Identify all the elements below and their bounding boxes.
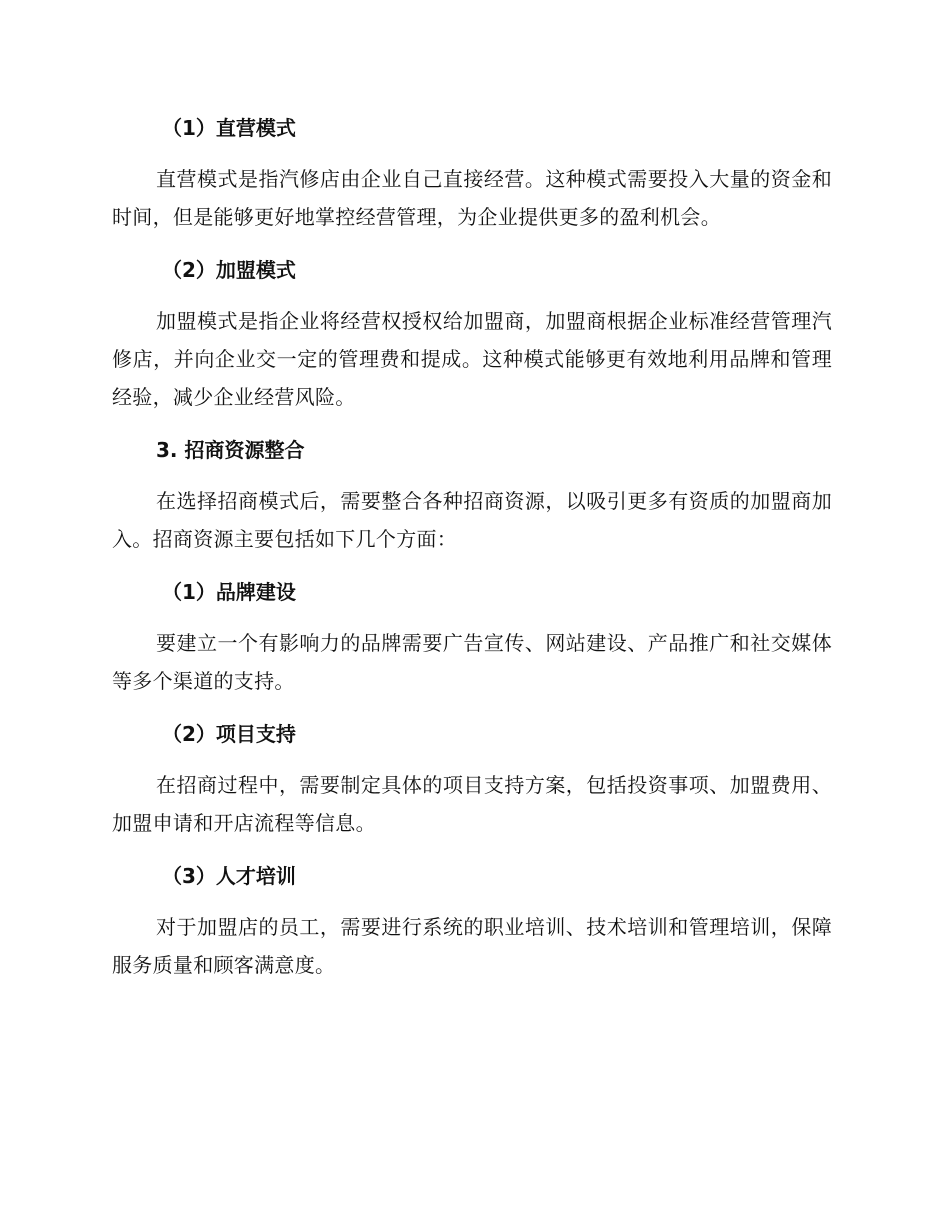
paragraph-project-support: 在招商过程中，需要制定具体的项目支持方案，包括投资事项、加盟费用、加盟申请和开店流程等信息。 <box>112 773 832 835</box>
paragraph-brand-building: 要建立一个有影响力的品牌需要广告宣传、网站建设、产品推广和社交媒体等多个渠道的支持。 <box>112 631 832 693</box>
section-heading-direct-operation: （1）直营模式 <box>162 116 296 140</box>
section-heading-franchise: （2）加盟模式 <box>162 258 296 282</box>
paragraph-talent-training: 对于加盟店的员工，需要进行系统的职业培训、技术培训和管理培训，保障服务质量和顾客满意度。 <box>112 915 832 977</box>
section-heading-project-support: （2）项目支持 <box>162 722 296 746</box>
document-body <box>112 108 832 998</box>
paragraph-resource-integration: 在选择招商模式后，需要整合各种招商资源，以吸引更多有资质的加盟商加入。招商资源主要包括如下几个方面： <box>112 489 832 551</box>
section-heading-resource-integration: 3. 招商资源整合 <box>156 438 305 462</box>
section-heading-brand-building: （1）品牌建设 <box>162 580 296 604</box>
paragraph-franchise: 加盟模式是指企业将经营权授权给加盟商，加盟商根据企业标准经营管理汽修店，并向企业交一定的管理费和提成。这种模式能够更有效地利用品牌和管理经验，减少企业经营风险。 <box>112 309 832 409</box>
section-heading-talent-training: （3）人才培训 <box>162 864 296 888</box>
paragraph-direct-operation: 直营模式是指汽修店由企业自己直接经营。这种模式需要投入大量的资金和时间，但是能够更好地掌控经营管理，为企业提供更多的盈利机会。 <box>112 167 832 229</box>
